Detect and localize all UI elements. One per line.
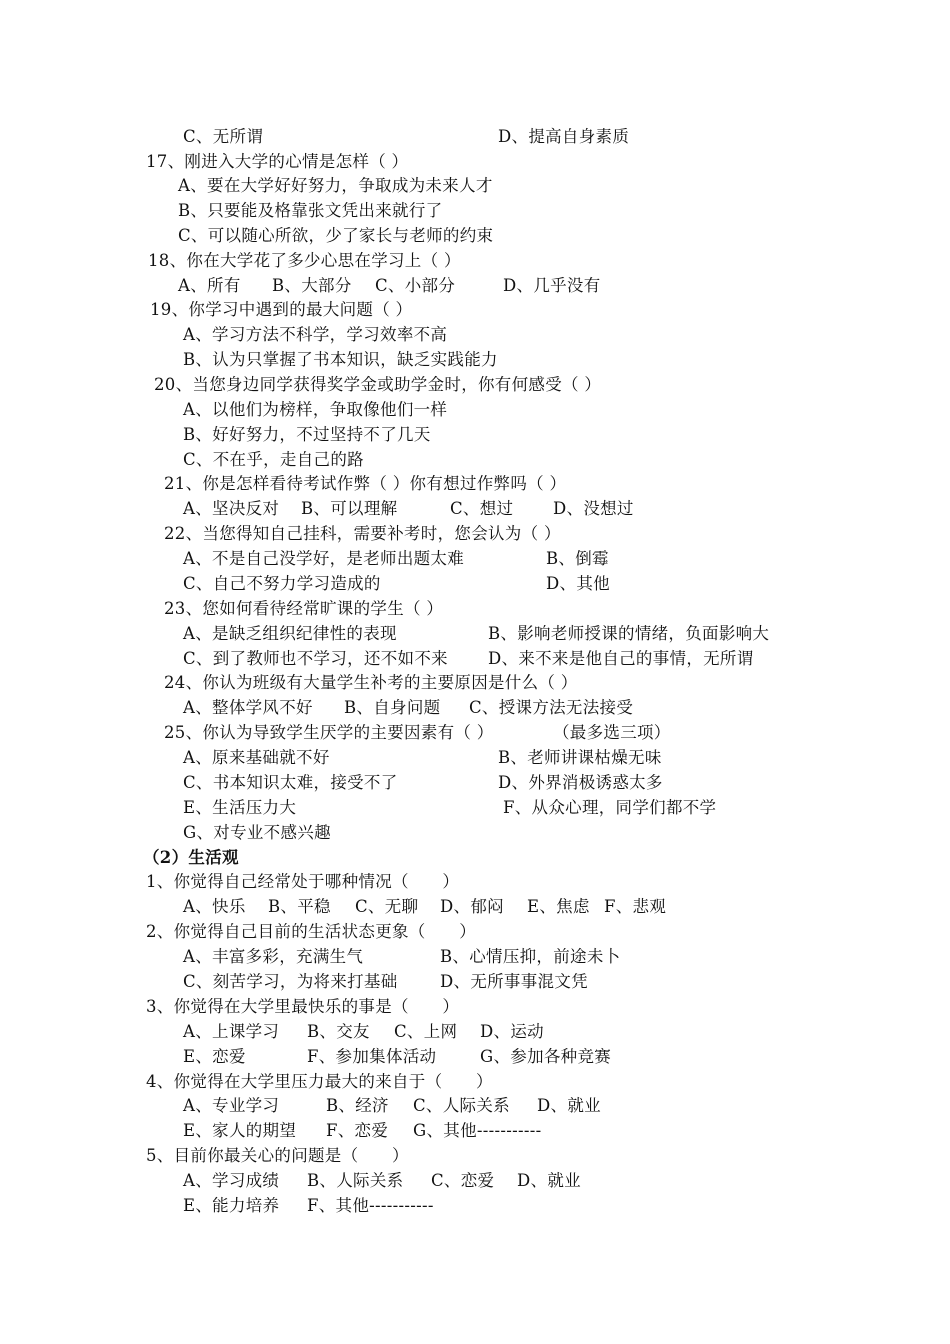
life-q5-option-e: E、能力培养 bbox=[183, 1196, 280, 1215]
life-q5-option-f: F、其他----------- bbox=[307, 1196, 434, 1215]
life-q4-option-e: E、家人的期望 bbox=[183, 1121, 297, 1140]
life-question-3: 3、你觉得在大学里最快乐的事是（ ） bbox=[146, 997, 460, 1016]
q24-option-b: B、自身问题 bbox=[344, 698, 441, 717]
q24-option-a: A、整体学风不好 bbox=[183, 698, 313, 717]
question-22: 22、当您得知自己挂科，需要补考时，您会认为（ ） bbox=[164, 524, 561, 543]
q17-option-c: C、可以随心所欲，少了家长与老师的约束 bbox=[178, 226, 494, 245]
life-q4-option-a: A、专业学习 bbox=[183, 1096, 280, 1115]
q22-option-d: D、其他 bbox=[546, 574, 610, 593]
q19-option-a: A、学习方法不科学，学习效率不高 bbox=[183, 325, 448, 344]
option-c-no-matter: C、无所谓 bbox=[183, 127, 264, 146]
life-q4-option-b: B、经济 bbox=[326, 1096, 389, 1115]
q23-option-c: C、到了教师也不学习，还不如不来 bbox=[183, 649, 448, 668]
life-q3-option-g: G、参加各种竞赛 bbox=[480, 1047, 612, 1066]
life-q1-option-c: C、无聊 bbox=[355, 897, 419, 916]
q23-option-d: D、来不来是他自己的事情，无所谓 bbox=[488, 649, 754, 668]
q25-option-f: F、从众心理，同学们都不学 bbox=[503, 798, 717, 817]
life-q5-option-d: D、就业 bbox=[517, 1171, 581, 1190]
life-q3-option-c: C、上网 bbox=[394, 1022, 458, 1041]
question-19: 19、你学习中遇到的最大问题（ ） bbox=[150, 300, 413, 319]
life-q3-option-f: F、参加集体活动 bbox=[307, 1047, 437, 1066]
life-q5-option-b: B、人际关系 bbox=[307, 1171, 404, 1190]
life-q3-option-e: E、恋爱 bbox=[183, 1047, 246, 1066]
question-23: 23、您如何看待经常旷课的学生（ ） bbox=[164, 599, 444, 618]
q25-option-a: A、原来基础就不好 bbox=[183, 748, 330, 767]
q23-option-b: B、影响老师授课的情绪，负面影响大 bbox=[488, 624, 770, 643]
life-q4-option-g: G、其他----------- bbox=[413, 1121, 542, 1140]
q21-option-c: C、想过 bbox=[450, 499, 514, 518]
question-24: 24、你认为班级有大量学生补考的主要原因是什么（ ） bbox=[164, 673, 578, 692]
q22-option-c: C、自己不努力学习造成的 bbox=[183, 574, 381, 593]
life-q5-option-c: C、恋爱 bbox=[431, 1171, 495, 1190]
life-q3-option-a: A、上课学习 bbox=[183, 1022, 280, 1041]
option-d-improve-quality: D、提高自身素质 bbox=[498, 127, 630, 146]
q21-option-a: A、坚决反对 bbox=[183, 499, 280, 518]
q18-option-d: D、几乎没有 bbox=[503, 276, 601, 295]
question-17: 17、刚进入大学的心情是怎样（ ） bbox=[146, 152, 409, 171]
question-25: 25、你认为导致学生厌学的主要因素有（ ） bbox=[164, 723, 494, 742]
life-q2-option-d: D、无所事事混文凭 bbox=[440, 972, 588, 991]
q18-option-c: C、小部分 bbox=[375, 276, 456, 295]
q19-option-b: B、认为只掌握了书本知识，缺乏实践能力 bbox=[183, 350, 498, 369]
q17-option-a: A、要在大学好好努力，争取成为未来人才 bbox=[178, 176, 493, 195]
life-q1-option-e: E、焦虑 bbox=[527, 897, 590, 916]
q23-option-a: A、是缺乏组织纪律性的表现 bbox=[183, 624, 397, 643]
life-question-1: 1、你觉得自己经常处于哪种情况（ ） bbox=[146, 872, 460, 891]
q20-option-b: B、好好努力，不过坚持不了几天 bbox=[183, 425, 431, 444]
life-q4-option-d: D、就业 bbox=[537, 1096, 601, 1115]
section-heading-life-view: （2）生活观 bbox=[143, 848, 239, 867]
q25-option-b: B、老师讲课枯燥无味 bbox=[498, 748, 662, 767]
q22-option-b: B、倒霉 bbox=[546, 549, 609, 568]
q18-option-a: A、所有 bbox=[178, 276, 241, 295]
q25-option-e: E、生活压力大 bbox=[183, 798, 297, 817]
life-q3-option-b: B、交友 bbox=[307, 1022, 370, 1041]
life-q5-option-a: A、学习成绩 bbox=[183, 1171, 280, 1190]
life-q2-option-a: A、丰富多彩，充满生气 bbox=[183, 947, 364, 966]
q20-option-c: C、不在乎，走自己的路 bbox=[183, 450, 364, 469]
life-q1-option-a: A、快乐 bbox=[183, 897, 246, 916]
q25-note: （最多选三项） bbox=[553, 723, 671, 742]
life-q2-option-c: C、刻苦学习，为将来打基础 bbox=[183, 972, 398, 991]
life-q4-option-f: F、恋爱 bbox=[326, 1121, 389, 1140]
q25-option-g: G、对专业不感兴趣 bbox=[183, 823, 331, 842]
life-question-4: 4、你觉得在大学里压力最大的来自于（ ） bbox=[146, 1072, 493, 1091]
life-question-2: 2、你觉得自己目前的生活状态更象（ ） bbox=[146, 922, 476, 941]
life-q1-option-d: D、郁闷 bbox=[440, 897, 504, 916]
q18-option-b: B、大部分 bbox=[272, 276, 352, 295]
life-q2-option-b: B、心情压抑，前途未卜 bbox=[440, 947, 621, 966]
life-q4-option-c: C、人际关系 bbox=[413, 1096, 510, 1115]
life-q1-option-f: F、悲观 bbox=[604, 897, 667, 916]
life-question-5: 5、目前你最关心的问题是（ ） bbox=[146, 1146, 409, 1165]
question-21: 21、你是怎样看待考试作弊（ ）你有想过作弊吗（ ） bbox=[164, 474, 567, 493]
life-q1-option-b: B、平稳 bbox=[268, 897, 331, 916]
q25-option-d: D、外界消极诱惑太多 bbox=[498, 773, 663, 792]
q25-option-c: C、书本知识太难，接受不了 bbox=[183, 773, 398, 792]
q21-option-d: D、没想过 bbox=[553, 499, 634, 518]
q17-option-b: B、只要能及格靠张文凭出来就行了 bbox=[178, 201, 443, 220]
q20-option-a: A、以他们为榜样，争取像他们一样 bbox=[183, 400, 448, 419]
question-20: 20、当您身边同学获得奖学金或助学金时，你有何感受（ ） bbox=[154, 375, 602, 394]
q21-option-b: B、可以理解 bbox=[301, 499, 398, 518]
q24-option-c: C、授课方法无法接受 bbox=[469, 698, 634, 717]
life-q3-option-d: D、运动 bbox=[480, 1022, 544, 1041]
question-18: 18、你在大学花了多少心思在学习上（ ） bbox=[148, 251, 461, 270]
q22-option-a: A、不是自己没学好，是老师出题太难 bbox=[183, 549, 465, 568]
